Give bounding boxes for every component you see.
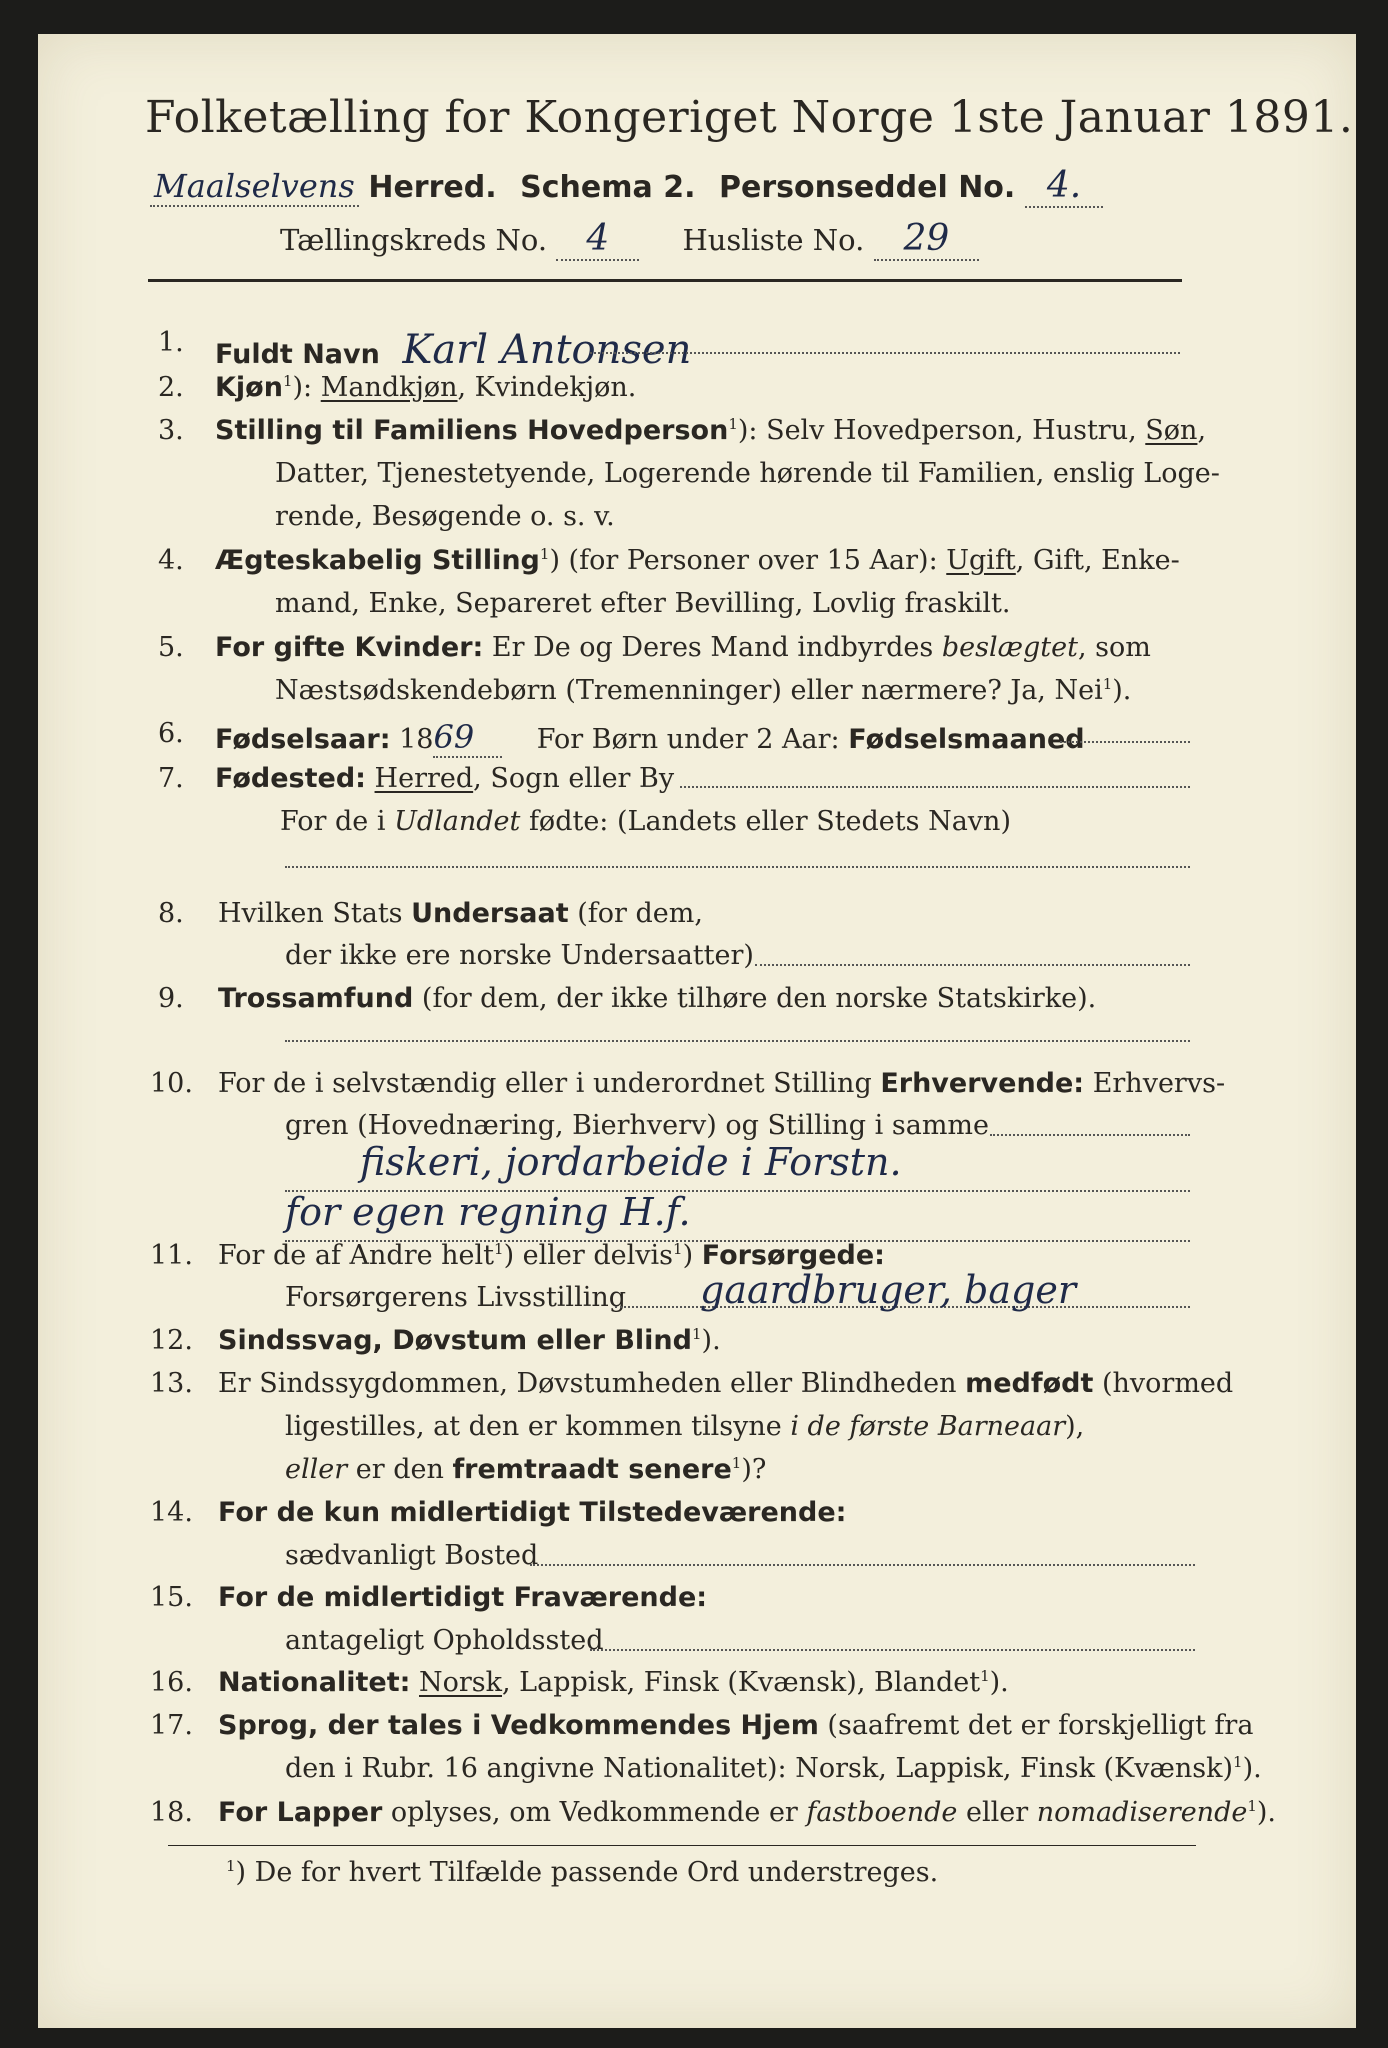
item-number: 2.	[158, 372, 184, 403]
item-number: 1.	[158, 327, 184, 358]
item-number: 6.	[158, 718, 184, 749]
item-label: Sprog, der tales i Vedkommendes Hjem	[218, 1710, 819, 1741]
item-number: 17.	[150, 1710, 193, 1741]
item-18-lapps: For Lapper oplyses, om Vedkommende er fastboende eller nomadiserende$^1$).	[218, 1797, 1277, 1828]
item-3-line-2: Datter, Tjenestetyende, Logerende hørende til Familien, enslig Loge-	[275, 458, 1220, 489]
item-number: 4.	[158, 545, 184, 576]
item-label: Trossamfund	[218, 983, 414, 1014]
header-kreds-line	[280, 218, 979, 259]
item-14-temporary-present: For de kun midlertidigt Tilstedeværende:	[218, 1497, 847, 1528]
item-4-marital-status: Ægteskabelig Stilling$^1$) (for Personer over 15 Aar): Ugift, Gift, Enke-	[215, 545, 1180, 576]
item-number: 10.	[150, 1068, 193, 1099]
item-label: Forsørgede:	[701, 1240, 885, 1271]
form-title: Folketælling for Kongeriget Norge 1ste Januar 1891.	[145, 92, 1354, 143]
husliste-number: 29	[874, 218, 980, 261]
item-7-birthplace: Fødested: Herred, Sogn eller By	[215, 763, 675, 794]
item-11-dependents: For de af Andre helt$^1$) eller delvis$^1$) Forsørgede:	[218, 1240, 885, 1271]
item-number: 7.	[158, 763, 184, 794]
header-municipality-line	[150, 165, 1103, 206]
selected-option: Søn	[1145, 415, 1198, 446]
item-label: Undersaat	[411, 898, 569, 929]
answer-dotted-line	[990, 1134, 1190, 1136]
personseddel-label: Personseddel No.	[719, 170, 1016, 205]
item-15-line-2: antageligt Opholdssted	[285, 1625, 604, 1656]
item-label: Erhvervende:	[880, 1068, 1085, 1099]
item-9-religion: Trossamfund (for dem, der ikke tilhøre den norske Statskirke).	[218, 983, 1097, 1014]
kreds-label: Tællingskreds No.	[280, 223, 548, 257]
header-rule	[148, 279, 1182, 282]
item-label: For gifte Kvinder:	[215, 632, 484, 663]
selected-option: Herred	[374, 763, 474, 794]
item-8-line-2: der ikke ere norske Undersaatter)	[285, 940, 754, 971]
item-16-nationality: Nationalitet: Norsk, Lappisk, Finsk (Kvænsk), Blandet$^1$).	[218, 1667, 1009, 1698]
kreds-number: 4	[556, 218, 639, 261]
item-number: 8.	[158, 898, 184, 929]
footnote-rule	[168, 1845, 1196, 1846]
item-8-citizenship: Hvilken Stats Undersaat (for dem,	[218, 898, 703, 929]
herred-label: Herred.	[368, 170, 497, 205]
occupation-answer-line-1: fiskeri, jordarbeide i Forstn.	[360, 1140, 902, 1184]
item-label: Fuldt Navn	[215, 339, 380, 370]
item-5-married-women: For gifte Kvinder: Er De og Deres Mand indbyrdes beslægtet, som	[215, 632, 1151, 663]
selected-option: Norsk	[419, 1667, 503, 1698]
selected-option: Ugift	[946, 545, 1016, 576]
full-name-answer: Karl Antonsen	[402, 327, 692, 373]
item-number: 13.	[150, 1368, 193, 1399]
item-label: Stilling til Familiens Hovedperson	[215, 415, 729, 446]
answer-dotted-line	[1060, 741, 1190, 743]
item-2-sex: Kjøn$^1$): Mandkjøn, Kvindekjøn.	[215, 372, 637, 403]
item-label: Fødselsaar:	[215, 724, 391, 755]
answer-dotted-line	[755, 964, 1190, 966]
item-17-line-2: den i Rubr. 16 angivne Nationalitet): Norsk, Lappisk, Finsk (Kvænsk)$^1$).	[285, 1753, 1262, 1784]
item-number: 16.	[150, 1667, 193, 1698]
item-13-line-2: ligestilles, at den er kommen tilsyne i de første Barneaar),	[285, 1411, 1085, 1442]
item-number: 3.	[158, 415, 184, 446]
answer-dotted-line	[285, 866, 1190, 868]
item-12-disability: Sindssvag, Døvstum eller Blind$^1$).	[218, 1325, 721, 1356]
item-17-language: Sprog, der tales i Vedkommendes Hjem (saafremt det er forskjelligt fra	[218, 1710, 1254, 1741]
item-15-temporary-absent: For de midlertidigt Fraværende:	[218, 1582, 708, 1613]
item-number: 9.	[158, 983, 184, 1014]
item-number: 18.	[150, 1797, 193, 1828]
item-13-congenital: Er Sindssygdommen, Døvstumheden eller Blindheden medfødt (hvormed	[218, 1368, 1234, 1399]
item-number: 14.	[150, 1497, 193, 1528]
answer-dotted-line	[285, 1040, 1190, 1042]
answer-dotted-line	[680, 786, 1190, 788]
occupation-answer-line-2: for egen regning H.f.	[285, 1190, 691, 1234]
personseddel-number: 4.	[1025, 165, 1103, 208]
selected-option: Mandkjøn	[320, 372, 458, 403]
item-label: Fødested:	[215, 763, 366, 794]
footnote: $^1$) De for hvert Tilfælde passende Ord understreges.	[226, 1857, 939, 1888]
item-7-line-2: For de i Udlandet fødte: (Landets eller Stedets Navn)	[280, 806, 1011, 837]
item-10-line-2: gren (Hovednæring, Bierhverv) og Stilling i samme	[285, 1110, 990, 1141]
item-number: 5.	[158, 632, 184, 663]
schema-label: Schema 2.	[520, 170, 696, 205]
municipality-answer: Maalselvens	[150, 167, 359, 207]
item-3-family-position: Stilling til Familiens Hovedperson$^1$): Selv Hovedperson, Hustru, Søn,	[215, 415, 1207, 446]
item-label: Ægteskabelig Stilling	[215, 545, 540, 576]
item-number: 15.	[150, 1582, 193, 1613]
item-label: medfødt	[965, 1368, 1094, 1399]
item-14-line-2: sædvanligt Bosted	[285, 1540, 539, 1571]
item-6-birth-year: Fødselsaar: 1869 For Børn under 2 Aar: Fødselsmaaned	[215, 718, 1085, 756]
birth-year-answer: 69	[433, 718, 502, 758]
item-number: 11.	[150, 1240, 193, 1271]
answer-dotted-line	[590, 352, 1180, 354]
provider-occupation-answer: gaardbruger, bager	[700, 1268, 1077, 1312]
answer-dotted-line	[530, 1564, 1195, 1566]
item-11-line-2: Forsørgerens Livsstilling	[285, 1282, 627, 1313]
item-label: Sindssvag, Døvstum eller Blind	[218, 1325, 692, 1356]
item-label: Kjøn	[215, 372, 283, 403]
answer-dotted-line	[590, 1649, 1195, 1651]
item-10-occupation: For de i selvstændig eller i underordnet Stilling Erhvervende: Erhvervs-	[218, 1068, 1226, 1099]
husliste-label: Husliste No.	[682, 223, 865, 257]
item-4-line-2: mand, Enke, Separeret efter Bevilling, Lovlig fraskilt.	[275, 588, 1011, 619]
item-1-full-name	[215, 327, 691, 373]
item-label: Nationalitet:	[218, 1667, 411, 1698]
item-3-line-3: rende, Besøgende o. s. v.	[275, 501, 615, 532]
item-number: 12.	[150, 1325, 193, 1356]
item-13-line-3: eller er den fremtraadt senere$^1$)?	[285, 1454, 767, 1485]
item-label: For Lapper	[218, 1797, 383, 1828]
item-5-line-2: Næstsødskendebørn (Tremenninger) eller nærmere? Ja, Nei$^1$).	[275, 675, 1132, 706]
